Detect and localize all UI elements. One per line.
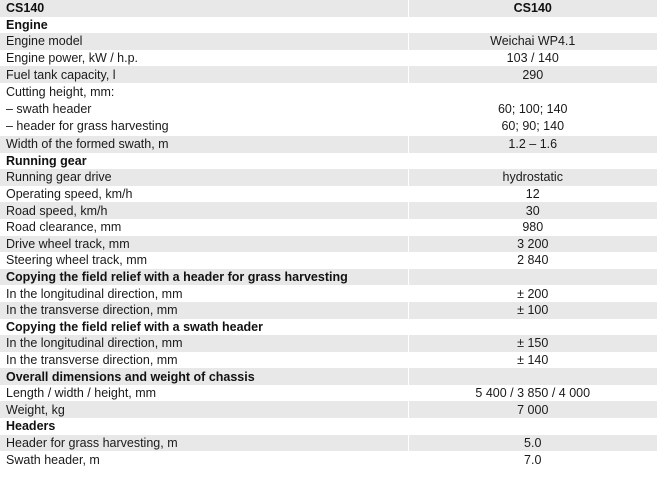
table-row — [0, 169, 657, 186]
row-label: Engine power, kW / h.p. — [6, 51, 139, 66]
table-row — [0, 302, 657, 319]
row-label: Engine model — [0, 33, 408, 50]
row-label: Swath header, m — [6, 452, 100, 467]
section-title: Copying the field relief with a swath header — [6, 319, 263, 334]
row-label: Width of the formed swath, m — [0, 136, 408, 153]
row-label: Road clearance, mm — [6, 220, 122, 235]
section-title: Overall dimensions and weight of chassis — [0, 368, 408, 385]
row-label: Running gear drive — [0, 169, 408, 186]
table-row — [0, 33, 657, 50]
section-running-gear — [0, 153, 657, 170]
table-row — [0, 401, 657, 418]
row-sublabel: – header for grass harvesting — [6, 118, 169, 133]
row-value: 60; 100; 140 — [497, 101, 568, 116]
header-model-column: CS140 — [408, 0, 657, 17]
row-value: 103 / 140 — [408, 50, 657, 67]
table-row-cutting-height — [0, 83, 657, 136]
row-value: ± 100 — [408, 302, 657, 319]
table-row — [0, 136, 657, 153]
table-row — [0, 335, 657, 352]
table-row — [0, 202, 657, 219]
row-label: Header for grass harvesting, m — [0, 435, 408, 452]
row-value: hydrostatic — [408, 169, 657, 186]
section-dimensions — [0, 368, 657, 385]
row-value: 5.0 — [408, 435, 657, 452]
section-engine — [0, 17, 657, 34]
row-value: ± 140 — [408, 352, 657, 369]
table-row — [0, 435, 657, 452]
table-row — [0, 186, 657, 203]
section-title: Engine — [6, 17, 48, 32]
section-title: Copying the field relief with a header for grass harvesting — [0, 269, 408, 286]
table-row — [0, 66, 657, 83]
row-value: 290 — [408, 66, 657, 83]
section-relief-grass — [0, 269, 657, 286]
row-value: Weichai WP4.1 — [408, 33, 657, 50]
table-row — [0, 252, 657, 269]
row-value: 12 — [408, 186, 657, 203]
row-value: 980 — [408, 219, 657, 236]
row-label: In the longitudinal direction, mm — [6, 286, 183, 301]
section-title: Headers — [6, 419, 56, 434]
section-headers — [0, 418, 657, 435]
row-label: Cutting height, mm: — [6, 84, 115, 99]
header-model-label: CS140 — [0, 0, 408, 17]
row-label: Fuel tank capacity, l — [0, 66, 408, 83]
row-label: Steering wheel track, mm — [6, 253, 148, 268]
section-title: Running gear — [6, 153, 87, 168]
row-value: 3 200 — [408, 236, 657, 253]
row-label: In the longitudinal direction, mm — [0, 335, 408, 352]
row-value: 7 000 — [408, 401, 657, 418]
row-label: Drive wheel track, mm — [0, 236, 408, 253]
row-value: 1.2 – 1.6 — [408, 136, 657, 153]
section-relief-swath — [0, 319, 657, 336]
row-value: 7.0 — [408, 451, 657, 468]
row-value: ± 150 — [408, 335, 657, 352]
table-row — [0, 219, 657, 236]
table-row — [0, 236, 657, 253]
row-value: 30 — [408, 202, 657, 219]
row-label: In the transverse direction, mm — [6, 352, 178, 367]
table-row — [0, 50, 657, 67]
row-label: Weight, kg — [0, 401, 408, 418]
row-value: 60; 90; 140 — [501, 118, 565, 133]
table-row — [0, 451, 657, 468]
table-header-row — [0, 0, 657, 17]
row-label: Length / width / height, mm — [6, 386, 157, 401]
row-value: 2 840 — [408, 252, 657, 269]
row-value: 5 400 / 3 850 / 4 000 — [408, 385, 657, 402]
row-value: ± 200 — [408, 285, 657, 302]
row-sublabel: – swath header — [6, 101, 92, 116]
row-label: Operating speed, km/h — [6, 187, 133, 202]
table-row — [0, 285, 657, 302]
table-row — [0, 352, 657, 369]
table-row — [0, 385, 657, 402]
row-label: In the transverse direction, mm — [0, 302, 408, 319]
row-label: Road speed, km/h — [0, 202, 408, 219]
